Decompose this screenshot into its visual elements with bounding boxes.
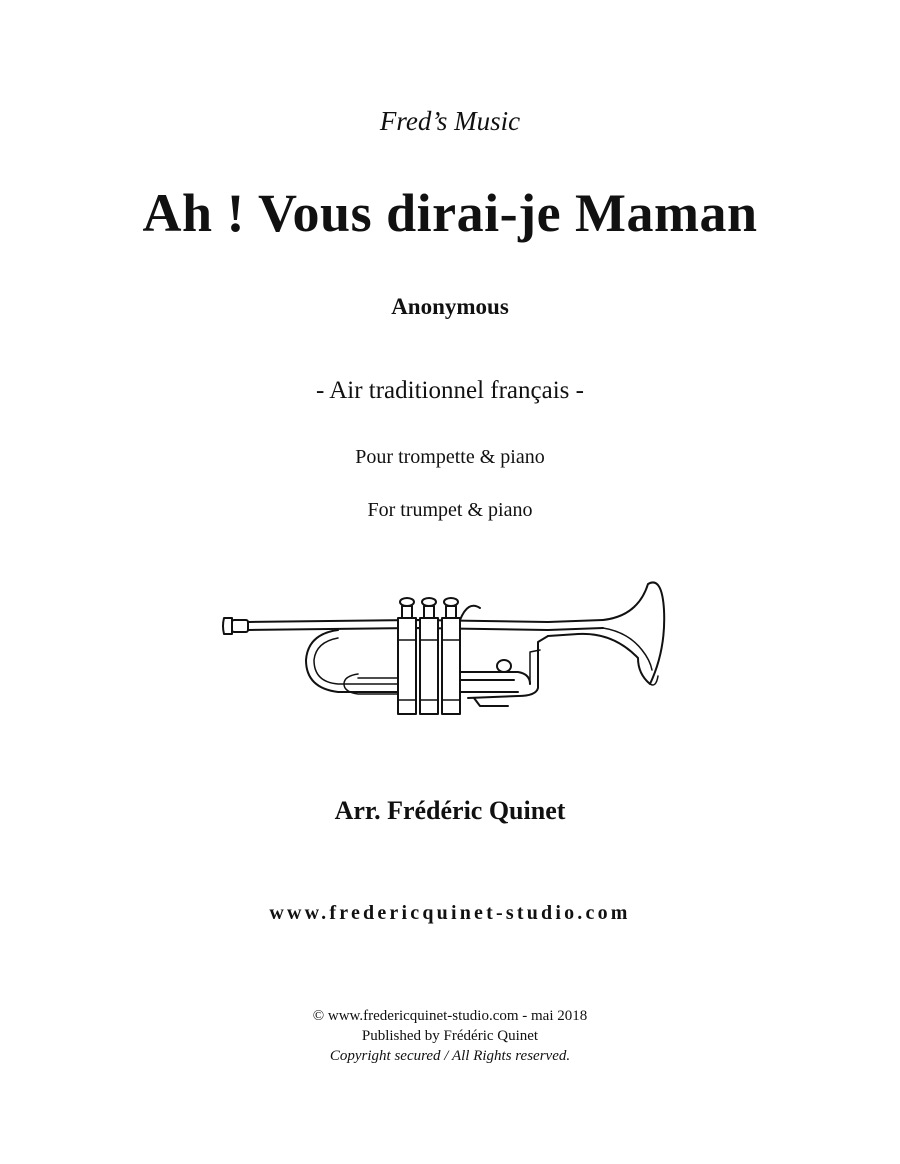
composer-name: Anonymous	[391, 294, 509, 319]
publisher-name: Fred’s Music	[379, 106, 521, 136]
trumpet-icon	[218, 580, 668, 720]
piece-title: Ah ! Vous dirai-je Maman	[142, 183, 758, 243]
rights-notice: Copyright secured / All Rights reserved.	[329, 1048, 571, 1064]
publisher-credit: Published by Frédéric Quinet	[361, 1028, 539, 1044]
website-url: www.fredericquinet-studio.com	[269, 902, 631, 924]
copyright-line: © www.fredericquinet-studio.com - mai 2018	[312, 1008, 588, 1024]
piece-subtitle: - Air traditionnel français -	[316, 377, 584, 404]
arranger-credit: Arr. Frédéric Quinet	[334, 796, 566, 825]
instrumentation-french: Pour trompette & piano	[355, 446, 545, 468]
instrumentation-english: For trumpet & piano	[367, 499, 533, 521]
